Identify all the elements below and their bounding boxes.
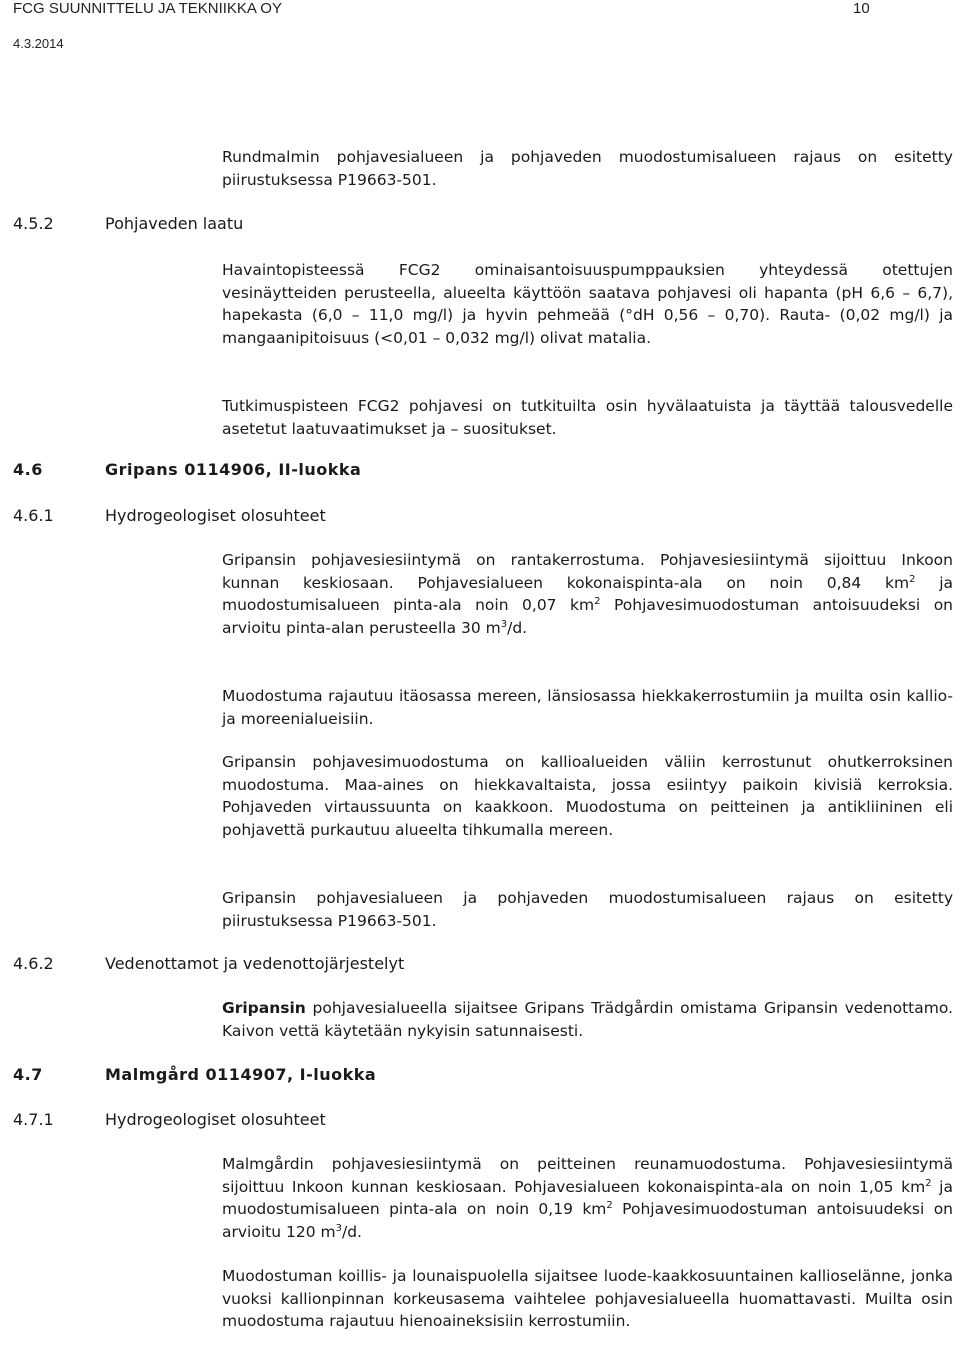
paragraph-malmgard-bedrock: Muodostuman koillis- ja lounaispuolella sijaitsee luode-kaakkosuuntainen kallioselänne, jonka vuoksi kallionpinnan korkeusasema vaihtelee pohjavesialueella huomattavasti. Muilta osin muodostuma rajautuu hienoaineksisiin kerrostumiin.: [222, 1267, 953, 1331]
paragraph-gripans-deposit: Gripansin pohjavesiesiintymä on rantakerrostuma. Pohjavesiesiintymä sijoittuu Inkoon kunnan keskiosaan. Pohjavesialueen kokonaispinta-ala on noin 0,84 $km^2$ ja muodostumisalueen pinta-ala noin 0,07 $km^2$ Pohjavesimuodostuman antoisuudeksi on arvioitu pinta-alan perusteella 30 $m^3/d$.: [222, 551, 954, 637]
header-date: 4.3.2014: [13, 36, 64, 51]
heading-title: Hydrogeologiset olosuhteet: [105, 506, 326, 525]
heading-4-7-1: [13, 1109, 326, 1131]
paragraph-rundmalmin-rajaus: Rundmalmin pohjavesialueen ja pohjaveden muodostumisalueen rajaus on esitetty piirustuksessa P19663-501.: [222, 148, 953, 189]
heading-number: 4.6.2: [13, 954, 54, 973]
heading-title: Hydrogeologiset olosuhteet: [105, 1110, 326, 1129]
paragraph-gripans-rajaus: Gripansin pohjavesialueen ja pohjaveden muodostumisalueen rajaus on esitetty piirustuksessa P19663-501.: [222, 889, 953, 930]
paragraph-malmgard-deposit: Malmgårdin pohjavesiesiintymä on peitteinen reunamuodostuma. Pohjavesiesiintymä sijoittuu Inkoon kunnan keskiosaan. Pohjavesialueen kokonaispinta-ala on noin 1,05 $km^2$ ja muodostumisalueen pinta-ala on noin 0,19 $km^2$ Pohjavesimuodostuman antoisuudeksi on arvioitu 120 $m^3/d$.: [222, 1155, 954, 1241]
heading-4-6: [13, 459, 361, 481]
paragraph-gripans-intake: Gripansin pohjavesialueella sijaitsee Gripans Trädgårdin omistama Gripansin vedenottamo. Kaivon vettä käytetään nykyisin satunnaisesti.: [222, 999, 953, 1040]
heading-4-6-2: [13, 953, 404, 975]
heading-title: Gripans 0114906, II-luokka: [105, 460, 362, 479]
heading-title: Pohjaveden laatu: [105, 214, 244, 233]
heading-4-6-1: [13, 505, 326, 527]
heading-title: Vedenottamot ja vedenottojärjestelyt: [105, 954, 405, 973]
heading-number: 4.6: [13, 460, 43, 479]
heading-4-7: [13, 1064, 376, 1086]
heading-number: 4.5.2: [13, 214, 54, 233]
page-number: 10: [853, 0, 870, 17]
heading-number: 4.6.1: [13, 506, 54, 525]
heading-number: 4.7.1: [13, 1110, 54, 1129]
header-company: FCG SUUNNITTELU JA TEKNIIKKA OY: [13, 0, 282, 17]
heading-number: 4.7: [13, 1065, 43, 1084]
heading-title: Malmgård 0114907, I-luokka: [105, 1065, 377, 1084]
paragraph-gripans-boundaries: Muodostuma rajautuu itäosassa mereen, länsiosassa hiekkakerrostumiin ja muilta osin kallio- ja moreenialueisiin.: [222, 687, 953, 728]
paragraph-gripans-formation: Gripansin pohjavesimuodostuma on kallioalueiden väliin kerrostunut ohutkerroksinen muodostuma. Maa-aines on hiekkavaltaista, jossa esiintyy paikoin kivisiä kerroksia. Pohjaveden virtaussuunta on kaakkoon. Muodostuma on peitteinen ja antikliininen eli pohjavettä purkautuu alueelta tihkumalla mereen.: [222, 753, 953, 839]
paragraph-quality-requirements: Tutkimuspisteen FCG2 pohjavesi on tutkituilta osin hyvälaatuista ja täyttää talousvedelle asetetut laatuvaatimukset ja – suositukset.: [222, 397, 953, 438]
paragraph-water-quality: Havaintopisteessä FCG2 ominaisantoisuuspumppauksien yhteydessä otettujen vesinäytteiden perusteella, alueelta käyttöön saatava pohjavesi oli hapanta (pH 6,6 – 6,7), hapekasta (6,0 – 11,0 mg/l) ja hyvin pehmeää (°dH 0,56 – 0,70). Rauta- (0,02 mg/l) ja mangaanipitoisuus (<0,01 – 0,032 mg/l) olivat matalia.: [222, 261, 953, 347]
heading-4-5-2: [13, 213, 243, 235]
